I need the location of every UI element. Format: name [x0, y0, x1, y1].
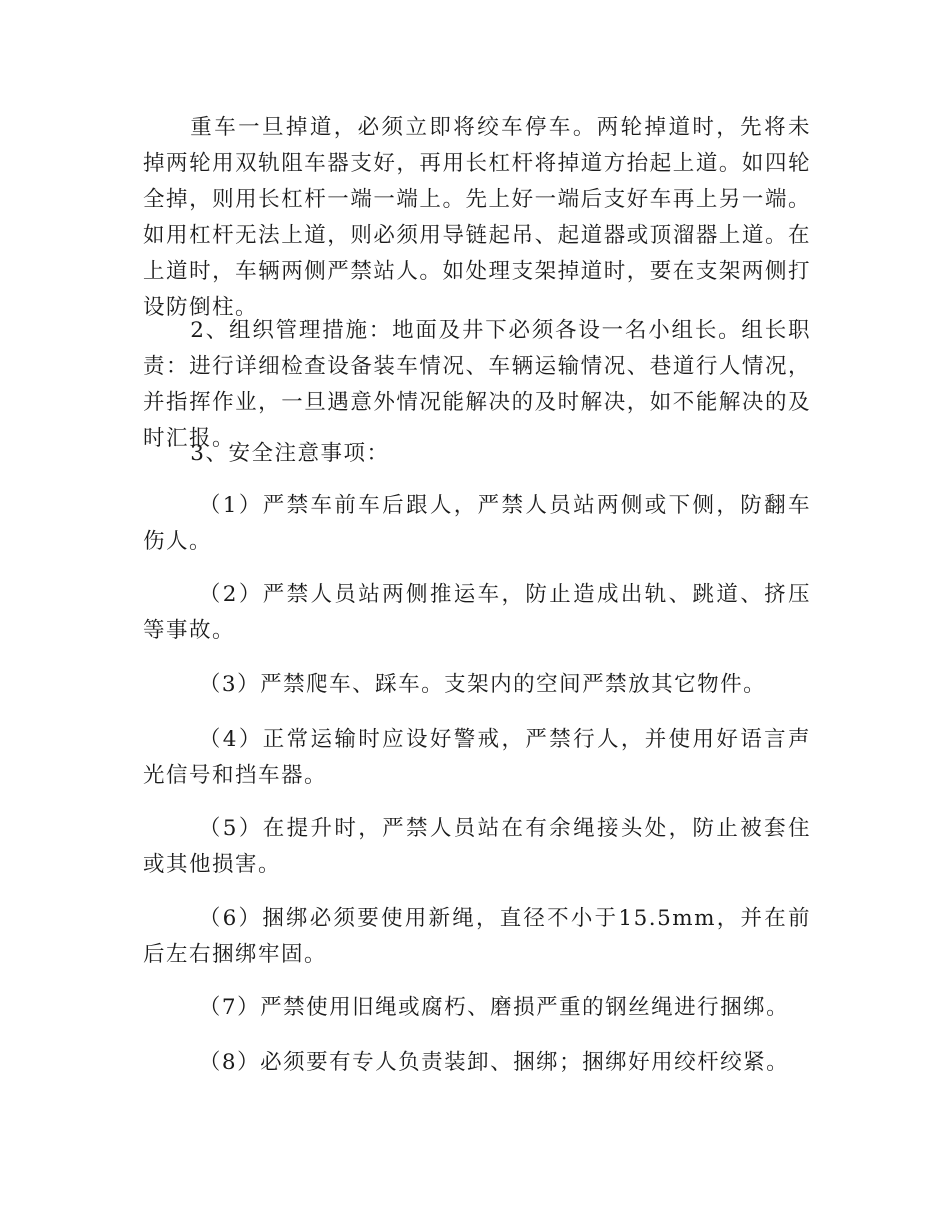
- safety-item-5: （5）在提升时，严禁人员站在有余绳接头处，防止被套住或其他损害。: [143, 816, 811, 877]
- safety-item-8: （8）必须要有专人负责装卸、捆绑；捆绑好用绞杆绞紧。: [198, 1050, 790, 1075]
- paragraph-safety-heading: 3、安全注意事项：: [190, 441, 390, 466]
- safety-item-1: （1）严禁车前车后跟人，严禁人员站两侧或下侧，防翻车伤人。: [143, 493, 811, 554]
- safety-item-6: （6）捆绑必须要使用新绳，直径不小于15.5mm，并在前后左右捆绑牢固。: [143, 906, 811, 967]
- safety-item-4: （4）正常运输时应设好警戒，严禁行人，并使用好语言声光信号和挡车器。: [143, 727, 811, 788]
- paragraph-organization-measures: 2、组织管理措施：地面及井下必须各设一名小组长。组长职责：进行详细检查设备装车情况、车辆运输情况、巷道行人情况，并指挥作业，一旦遇意外情况能解决的及时解决，如不能解决的及时汇报。: [143, 318, 811, 451]
- paragraph-derailment-handling: 重车一旦掉道，必须立即将绞车停车。两轮掉道时，先将未掉两轮用双轨阻车器支好，再用长杠杆将掉道方抬起上道。如四轮全掉，则用长杠杆一端一端上。先上好一端后支好车再上另一端。如用杠杆无法上道，则必须用导链起吊、起道器或顶溜器上道。在上道时，车辆两侧严禁站人。如处理支架掉道时，要在支架两侧打设防倒柱。: [143, 115, 811, 320]
- safety-item-3: （3）严禁爬车、踩车。支架内的空间严禁放其它物件。: [198, 672, 767, 697]
- safety-item-7: （7）严禁使用旧绳或腐朽、磨损严重的钢丝绳进行捆绑。: [198, 995, 790, 1020]
- safety-item-2: （2）严禁人员站两侧推运车，防止造成出轨、跳道、挤压等事故。: [143, 582, 811, 643]
